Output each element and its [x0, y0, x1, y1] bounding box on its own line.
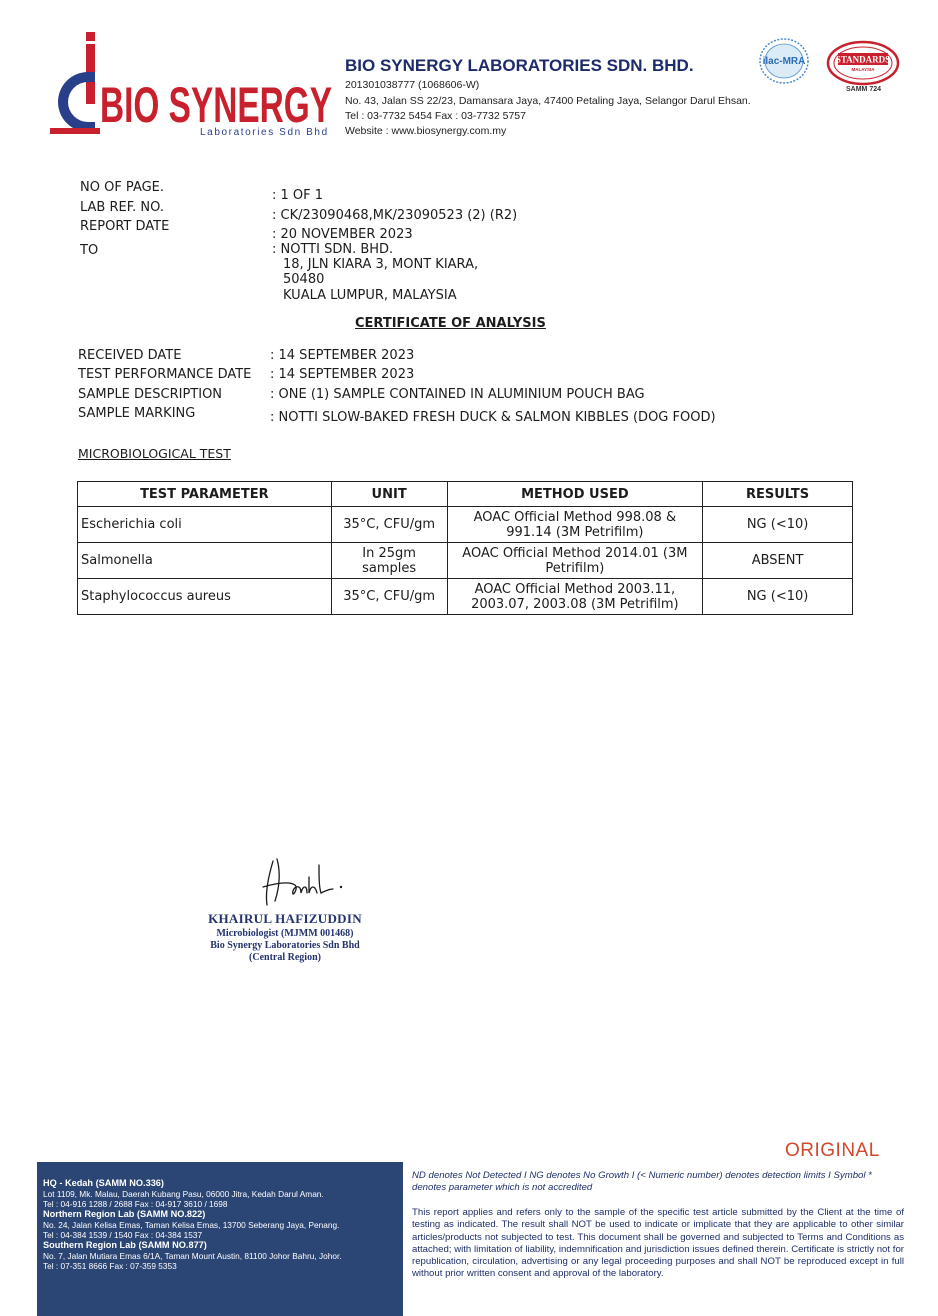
report-date-label: REPORT DATE	[80, 219, 170, 234]
standards-sub-text: MALAYSIA	[851, 67, 875, 72]
lab-ref-label: LAB REF. NO.	[80, 200, 164, 215]
to-line-2: 18, JLN KIARA 3, MONT KIARA,	[283, 257, 479, 272]
company-name: BIO SYNERGY LABORATORIES SDN. BHD.	[345, 56, 694, 75]
method-line: AOAC Official Method 998.08 &	[473, 509, 677, 525]
to-line-1: : NOTTI SDN. BHD.	[272, 242, 394, 257]
method-line: 2003.07, 2003.08 (3M Petrifilm)	[471, 596, 679, 612]
sample-description-label: SAMPLE DESCRIPTION	[78, 387, 223, 402]
unit-cell: 35°C, CFU/gm	[331, 579, 447, 615]
result-cell: NG (<10)	[703, 579, 853, 615]
parameter-cell: Staphylococcus aureus	[78, 579, 332, 615]
received-date-label: RECEIVED DATE	[78, 348, 182, 363]
company-logo	[48, 30, 338, 142]
result-cell: ABSENT	[703, 543, 853, 579]
method-line: AOAC Official Method 2014.01 (3M	[462, 545, 688, 561]
table-header-row	[78, 482, 853, 507]
unit-cell	[331, 543, 447, 579]
southern-lab-address: No. 7, Jalan Mutiara Emas 6/1A, Taman Mount Austin, 81100 Johor Bahru, Johor.	[43, 1251, 342, 1261]
footer-notes: ND denotes Not Detected I NG denotes No Growth I (< Numeric number) denotes detection limits I Symbol * denotes parameter which is not accredited	[412, 1170, 872, 1193]
southern-lab-tel: Tel : 07-351 8666 Fax : 07-359 5353	[43, 1261, 177, 1271]
standards-text: STANDARDS	[835, 54, 891, 65]
logo-subtitle: Laboratories Sdn Bhd	[200, 127, 329, 138]
hq-tel: Tel : 04-916 1288 / 2688 Fax : 04-917 3610 / 1698	[43, 1199, 228, 1209]
method-line: AOAC Official Method 2003.11,	[474, 581, 676, 597]
original-stamp: ORIGINAL	[785, 1140, 880, 1161]
performance-date-label: TEST PERFORMANCE DATE	[78, 367, 252, 382]
microbiological-test-title: MICROBIOLOGICAL TEST	[78, 446, 231, 461]
result-cell: NG (<10)	[703, 507, 853, 543]
to-line-4: KUALA LUMPUR, MALAYSIA	[283, 288, 457, 303]
company-registration: 201301038777 (1068606-W)	[345, 79, 480, 91]
method-cell	[447, 543, 703, 579]
logo-wordmark: BIO SYNERGY	[100, 77, 332, 133]
footer-branches	[37, 1162, 403, 1316]
results-table	[77, 481, 853, 615]
footer-disclaimer: This report applies and refers only to the sample of the specific test article submitted by the Client at the time of testing as indicated. The result shall NOT be used to indicate or implicate that they are applicable to other similar articles/products not subjected to test. This document shall be governed and subjected to Terms and Conditions as attached; with limitation of liability, indemnification and jurisdiction issues defined therein. Certificate is strictly not for republication, circulation, advertising or any legal proceeding purposes and shall NOT be reproduced except in full without prior written consent and approval of the laboratory.	[412, 1207, 904, 1280]
signatory-region: (Central Region)	[249, 952, 321, 963]
signatory-company: Bio Synergy Laboratories Sdn Bhd	[210, 940, 360, 951]
sample-description-value: : ONE (1) SAMPLE CONTAINED IN ALUMINIUM POUCH BAG	[270, 387, 645, 402]
unit-line: In 25gm	[362, 545, 416, 561]
sample-marking-label: SAMPLE MARKING	[78, 406, 196, 421]
to-label: TO	[80, 243, 99, 258]
method-line: 991.14 (3M Petrifilm)	[506, 524, 644, 540]
parameter-cell: Salmonella	[78, 543, 332, 579]
table-row	[78, 507, 853, 543]
sample-marking-value: : NOTTI SLOW-BAKED FRESH DUCK & SALMON KIBBLES (DOG FOOD)	[270, 410, 716, 425]
unit-line: samples	[362, 560, 417, 576]
signatory-name: KHAIRUL HAFIZUDDIN	[208, 911, 362, 926]
to-line-3: 50480	[283, 272, 325, 287]
standards-malaysia-badge	[826, 40, 900, 86]
parameter-cell: Escherichia coli	[78, 507, 332, 543]
pages-label: NO OF PAGE.	[80, 180, 165, 195]
company-tel-fax: Tel : 03-7732 5454 Fax : 03-7732 5757	[345, 110, 526, 122]
ilac-mra-badge	[758, 37, 810, 85]
table-row	[78, 579, 853, 615]
southern-lab-title: Southern Region Lab (SAMM NO.877)	[43, 1240, 207, 1250]
hq-title: HQ - Kedah (SAMM NO.336)	[43, 1178, 164, 1188]
signatory-title: Microbiologist (MJMM 001468)	[216, 928, 354, 939]
hq-address: Lot 1109, Mk. Malau, Daerah Kubang Pasu, 06000 Jitra, Kedah Darul Aman.	[43, 1189, 324, 1199]
pages-value: : 1 OF 1	[272, 188, 324, 203]
received-date-value: : 14 SEPTEMBER 2023	[270, 348, 415, 363]
header-results: RESULTS	[703, 482, 853, 507]
company-website: Website : www.biosynergy.com.my	[345, 125, 507, 137]
ilac-mra-text: ilac-MRA	[762, 56, 806, 67]
header-unit: UNIT	[331, 482, 447, 507]
northern-lab-address: No. 24, Jalan Kelisa Emas, Taman Kelisa Emas, 13700 Seberang Jaya, Penang.	[43, 1220, 340, 1230]
header-method-used: METHOD USED	[447, 482, 703, 507]
lab-ref-value: : CK/23090468,MK/23090523 (2) (R2)	[272, 208, 518, 223]
northern-lab-tel: Tel : 04-384 1539 / 1540 Fax : 04-384 1537	[43, 1230, 203, 1240]
report-date-value: : 20 NOVEMBER 2023	[272, 227, 413, 242]
method-line: Petrifilm)	[545, 560, 605, 576]
company-address: No. 43, Jalan SS 22/23, Damansara Jaya, 47400 Petaling Jaya, Selangor Darul Ehsan.	[345, 95, 751, 107]
northern-lab-title: Northern Region Lab (SAMM NO.822)	[43, 1209, 206, 1219]
table-row	[78, 543, 853, 579]
handwritten-signature	[255, 855, 355, 910]
header-test-parameter: TEST PARAMETER	[78, 482, 332, 507]
performance-date-value: : 14 SEPTEMBER 2023	[270, 367, 415, 382]
method-cell	[447, 507, 703, 543]
method-cell	[447, 579, 703, 615]
certificate-title: CERTIFICATE OF ANALYSIS	[355, 316, 546, 331]
unit-cell: 35°C, CFU/gm	[331, 507, 447, 543]
samm-number: SAMM 724	[846, 86, 882, 93]
